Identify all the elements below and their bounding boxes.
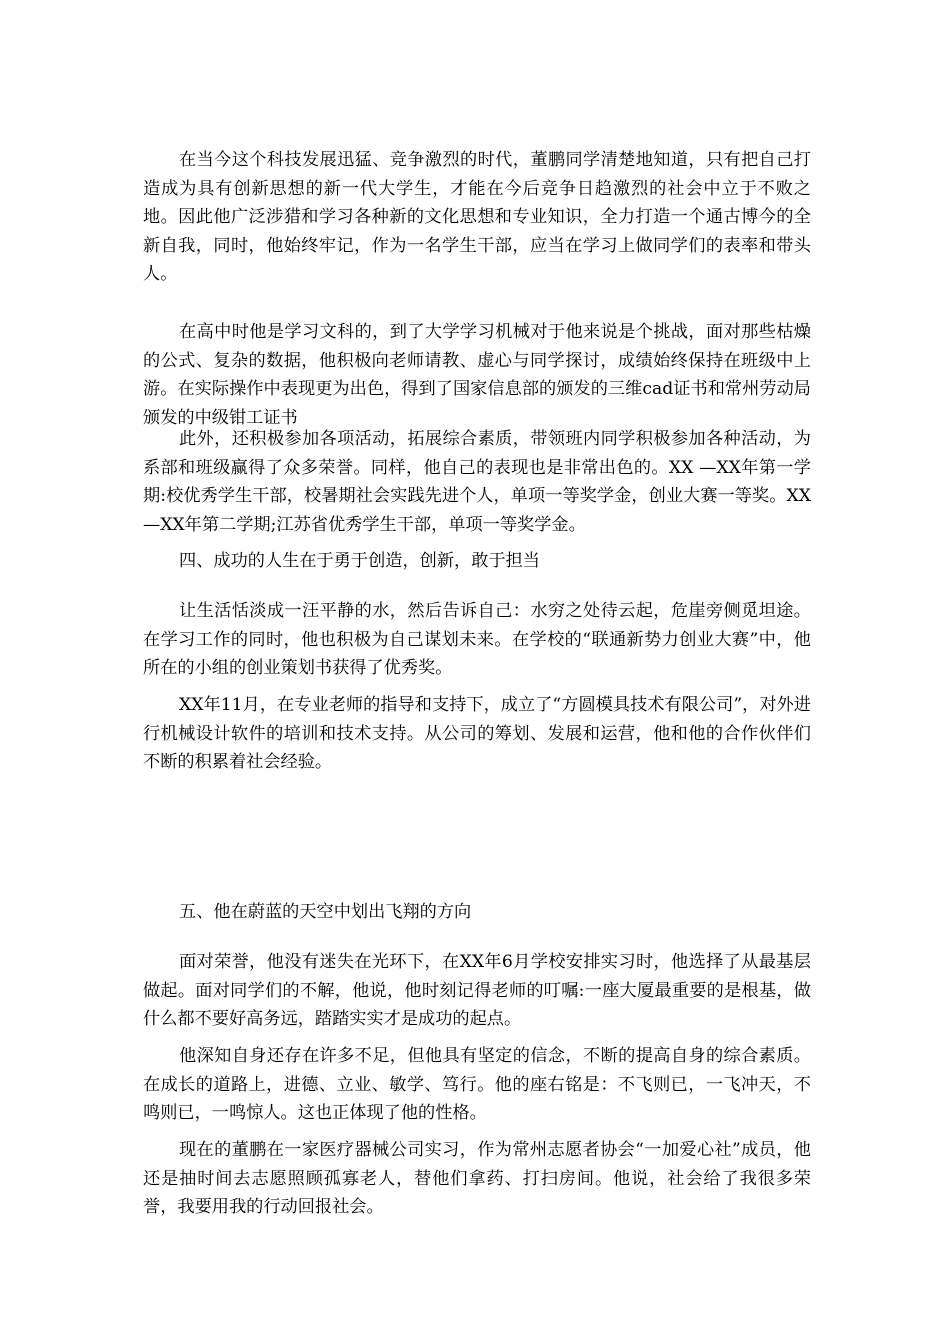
paragraph-3: 此外，还积极参加各项活动，拓展综合素质，带领班内同学积极参加各种活动，为系部和班级赢得了众多荣誉。同样，他自己的表现也是非常出色的。XX —XX年第一学期:校优秀学生干部，校暑期社会实践先进个人，单项一等奖学金，创业大赛一等奖。XX—XX年第二学期;江苏省优秀学生干部，单项一等奖学金。: [143, 429, 811, 535]
paragraph-1: 在当今这个科技发展迅猛、竞争激烈的时代，董鹏同学清楚地知道，只有把自己打造成为具有创新思想的新一代大学生，才能在今后竞争日趋激烈的社会中立于不败之地。因此他广泛涉猎和学习各种新的文化思想和专业知识，全力打造一个通古博今的全新自我，同时，他始终牢记，作为一名学生干部，应当在学习上做同学们的表率和带头人。: [143, 150, 811, 285]
paragraph-6: XX年11月，在专业老师的指导和支持下，成立了“方圆模具技术有限公司”，对外进行机械设计软件的培训和技术支持。从公司的筹划、发展和运营，他和他的合作伙伴们不断的积累着社会经验。: [143, 695, 811, 773]
paragraph-2: 在高中时他是学习文科的，到了大学学习机械对于他来说是个挑战，面对那些枯燥的公式、复杂的数据，他积极向老师请教、虚心与同学探讨，成绩始终保持在班级中上游。在实际操作中表现更为出色，得到了国家信息部的颁发的三维cad证书和常州劳动局颁发的中级钳工证书: [143, 322, 811, 428]
section-heading-4: 四、成功的人生在于勇于创造，创新，敢于担当: [179, 551, 540, 571]
paragraph-8: 面对荣誉，他没有迷失在光环下，在XX年6月学校安排实习时，他选择了从最基层做起。面对同学们的不解，他说，他时刻记得老师的叮嘱:一座大厦最重要的是根基，做什么都不要好高务远，踏踏实实才是成功的起点。: [143, 952, 811, 1030]
paragraph-10: 现在的董鹏在一家医疗器械公司实习，作为常州志愿者协会“一加爱心社”成员，他还是抽时间去志愿照顾孤寡老人，替他们拿药、打扫房间。他说，社会给了我很多荣誉，我要用我的行动回报社会。: [143, 1140, 811, 1218]
paragraph-5: 让生活恬淡成一汪平静的水，然后告诉自己：水穷之处待云起，危崖旁侧觅坦途。在学习工作的同时，他也积极为自己谋划未来。在学校的“联通新势力创业大赛”中，他所在的小组的创业策划书获得了优秀奖。: [143, 601, 811, 679]
paragraph-9: 他深知自身还存在许多不足，但他具有坚定的信念，不断的提高自身的综合素质。在成长的道路上，进德、立业、敏学、笃行。他的座右铭是：不飞则已，一飞冲天，不鸣则已，一鸣惊人。这也正体现了他的性格。: [143, 1046, 811, 1124]
section-heading-5: 五、他在蔚蓝的天空中划出飞翔的方向: [179, 902, 472, 922]
